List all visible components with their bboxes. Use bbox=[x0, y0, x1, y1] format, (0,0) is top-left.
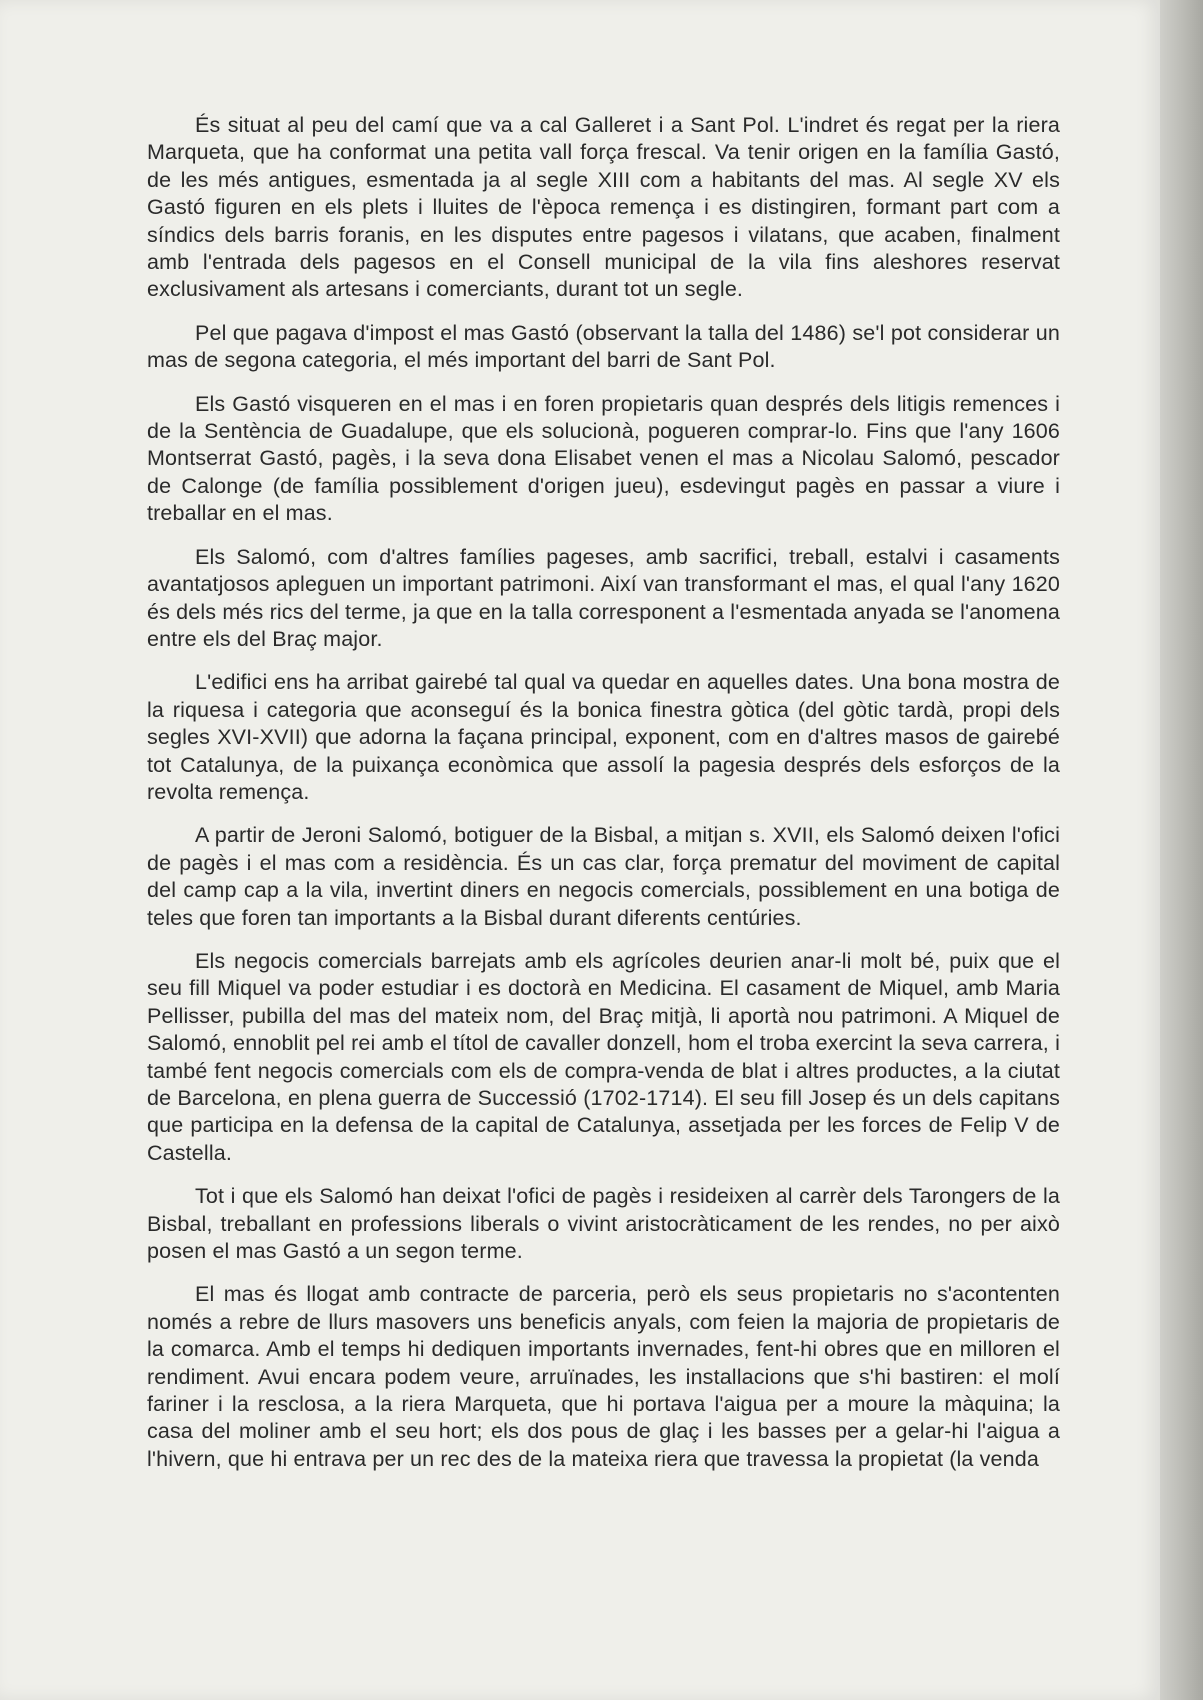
paragraph-1: És situat al peu del camí que va a cal Galleret i a Sant Pol. L'indret és regat per la riera Marqueta, que ha conformat una petita vall força frescal. Va tenir origen en la família Gastó, de les més antigues, esmentada ja al segle XIII com a habitants del mas. Al segle XV els Gastó figuren en els plets i lluites de l'època remença i es distingiren, formant part com a síndics dels barris foranis, en les disputes entre pagesos i vilatans, que acaben, finalment amb l'entrada dels pagesos en el Consell municipal de la vila fins aleshores reservat exclusivament als artesans i comerciants, durant tot un segle. bbox=[147, 113, 1060, 302]
paragraph-8: Tot i que els Salomó han deixat l'ofici de pagès i resideixen al carrèr dels Tarongers de la Bisbal, treballant en professions liberals o vivint aristocràticament de les rendes, no per això posen el mas Gastó a un segon terme. bbox=[147, 1184, 1060, 1264]
paragraph-5: L'edifici ens ha arribat gairebé tal qual va quedar en aquelles dates. Una bona mostra de la riquesa i categoria que aconseguí és la bonica finestra gòtica (del gòtic tardà, propi dels segles XVI-XVII) que adorna la façana principal, exponent, com en d'altres masos de gairebé tot Catalunya, de la puixança econòmica que assolí la pagesia després dels esforços de la revolta remença. bbox=[147, 670, 1060, 804]
paragraph-6: A partir de Jeroni Salomó, botiguer de la Bisbal, a mitjan s. XVII, els Salomó deixen l'ofici de pagès i el mas com a residència. És un cas clar, força prematur del moviment de capital del camp cap a la vila, invertint diners en negocis comercials, possiblement en una botiga de teles que foren tan importants a la Bisbal durant diferents centúries. bbox=[147, 823, 1060, 930]
paragraph-4: Els Salomó, com d'altres famílies pageses, amb sacrifici, treball, estalvi i casaments avantatjosos apleguen un important patrimoni. Així van transformant el mas, el qual l'any 1620 és dels més rics del terme, ja que en la talla corresponent a l'esmentada anyada se l'anomena entre els del Braç major. bbox=[147, 544, 1060, 651]
page-edge bbox=[1160, 0, 1203, 1700]
paragraph-7: Els negocis comercials barrejats amb els agrícoles deurien anar-li molt bé, puix que el seu fill Miquel va poder estudiar i es doctorà en Medicina. El casament de Miquel, amb Maria Pellisser, pubilla del mas del mateix nom, del Braç mitjà, li aportà nou patrimoni. A Miquel de Salomó, ennoblit pel rei amb el títol de cavaller donzell, hom el troba exercint la seva carrera, i també fent negocis comercials com els de compra-venda de blat i altres productes, a la ciutat de Barcelona, en plena guerra de Successió (1702-1714). El seu fill Josep és un dels capitans que participa en la defensa de la capital de Catalunya, assetjada per les forces de Felip V de Castella. bbox=[147, 948, 1060, 1165]
paragraph-3: Els Gastó visqueren en el mas i en foren propietaris quan després dels litigis remences i de la Sentència de Guadalupe, que els solucionà, pogueren comprar-lo. Fins que l'any 1606 Montserrat Gastó, pagès, i la seva dona Elisabet venen el mas a Nicolau Salomó, pescador de Calonge (de família possiblement d'origen jueu), esdevingut pagès en passar a viure i treballar en el mas. bbox=[147, 391, 1060, 526]
paragraph-9: El mas és llogat amb contracte de parceria, però els seus propietaris no s'acontenten només a rebre de llurs masovers uns beneficis anyals, com feien la majoria de propietaris de la comarca. Amb el temps hi dediquen importants invernades, fent-hi obres que en milloren el rendiment. Avui encara podem veure, arruïnades, les installacions que s'hi bastiren: el molí fariner i la resclosa, a la riera Marqueta, que hi portava l'aigua per a moure la màquina; la casa del moliner amb el seu hort; els dos pous de glaç i les basses per a gelar-hi l'aigua a l'hivern, que hi entrava per un rec des de la mateixa riera que travessa la propietat (la venda bbox=[147, 1282, 1060, 1471]
paragraph-2: Pel que pagava d'impost el mas Gastó (observant la talla del 1486) se'l pot considerar un mas de segona categoria, el més important del barri de Sant Pol. bbox=[147, 320, 1060, 373]
document-body bbox=[147, 112, 1060, 1489]
